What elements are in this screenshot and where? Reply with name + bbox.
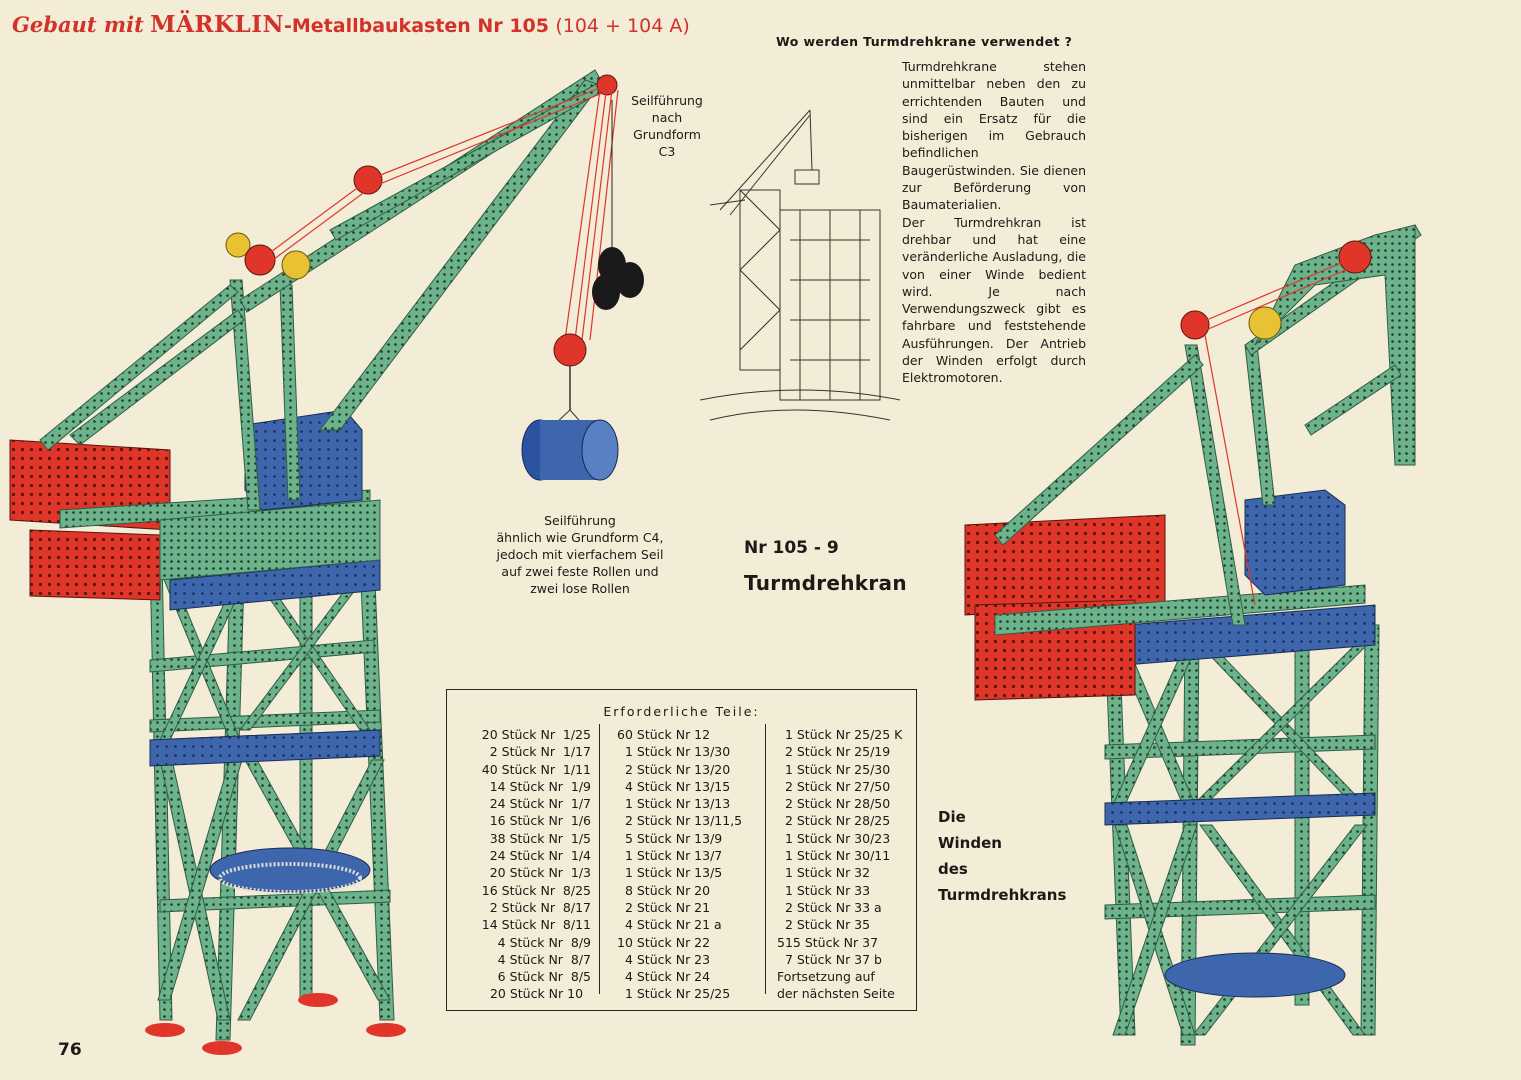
parts-entry: 4 Stück Nr 8/9 (497, 934, 591, 950)
note-line: jedoch mit vierfachem Seil (496, 547, 664, 562)
parts-entry: 2 Stück Nr 27/50 (777, 778, 891, 794)
header-kit-variants: (104 + 104 A) (555, 15, 690, 37)
note-line: auf zwei feste Rollen und (501, 564, 659, 579)
parts-entry: 1 Stück Nr 13/5 (617, 865, 723, 881)
parts-entry: 14 Stück Nr 1/9 (489, 778, 591, 794)
parts-entry: 20 Stück Nr 1/3 (489, 865, 591, 881)
parts-entry: 24 Stück Nr 1/4 (489, 848, 591, 864)
parts-entry: 2 Stück Nr 28/25 (777, 813, 891, 829)
parts-entry: Fortsetzung auf (777, 969, 875, 985)
note-line: ähnlich wie Grundform C4, (496, 530, 664, 545)
model-number: Nr 105 - 9 (744, 538, 839, 558)
header-brand: MÄRKLIN (150, 11, 284, 38)
parts-entry: 2 Stück Nr 21 (617, 899, 711, 915)
winden-line: Die (938, 808, 966, 826)
note-line: nach (651, 110, 683, 125)
note-seilfuehrung-c4 (480, 512, 680, 597)
winden-line: des (938, 860, 968, 878)
page-number: 76 (58, 1040, 82, 1060)
note-line: C3 (658, 144, 676, 159)
header-kit: -Metallbaukasten Nr 105 (284, 15, 549, 37)
parts-entry: 2 Stück Nr 13/20 (617, 761, 731, 777)
parts-column-1 (467, 726, 591, 1003)
faq-title: Wo werden Turmdrehkrane verwendet ? (776, 34, 1073, 49)
parts-entry: 8 Stück Nr 20 (617, 882, 711, 898)
page-header (12, 10, 690, 41)
faq-paragraph-2: Der Turmdrehkran ist drehbar und hat eine veränderliche Ausladung, die von einer Winde bedient wird. Je nach Verwendungszweck gibt es fahrbare und feststehende Ausführungen. Der Antrieb der Winden erfolgt durch Elektromotoren. (902, 214, 1086, 386)
parts-entry: 24 Stück Nr 1/7 (489, 796, 591, 812)
parts-entry: 4 Stück Nr 23 (617, 951, 711, 967)
parts-entry: 1 Stück Nr 25/25 (617, 986, 731, 1002)
parts-title: Erforderliche Teile: (603, 704, 760, 719)
parts-list-box (446, 689, 917, 1011)
parts-column-2 (617, 726, 777, 1003)
column-divider (599, 724, 600, 994)
parts-entry: 14 Stück Nr 8/11 (481, 917, 591, 933)
parts-entry: 1 Stück Nr 30/23 (777, 830, 891, 846)
parts-entry: 6 Stück Nr 8/5 (497, 969, 591, 985)
parts-entry: 2 Stück Nr 8/17 (489, 899, 591, 915)
parts-entry: 10 Stück Nr 22 (617, 934, 711, 950)
note-line: Seilführung (631, 93, 703, 108)
parts-entry: 2 Stück Nr 28/50 (777, 796, 891, 812)
note-line: Grundform (633, 127, 701, 142)
parts-entry: 16 Stück Nr 8/25 (481, 882, 591, 898)
model-name: Turmdrehkran (744, 571, 907, 595)
parts-entry: 2 Stück Nr 25/19 (777, 744, 891, 760)
winden-line: Winden (938, 834, 1002, 852)
winden-line: Turmdrehkrans (938, 886, 1067, 904)
parts-entry: 5 Stück Nr 13/9 (617, 830, 723, 846)
parts-entry: 40 Stück Nr 1/11 (481, 761, 591, 777)
parts-entry: 4 Stück Nr 8/7 (497, 951, 591, 967)
tower-crane-sketch (700, 100, 900, 440)
parts-entry: 4 Stück Nr 21 a (617, 917, 722, 933)
parts-entry: 1 Stück Nr 25/25 K (777, 727, 903, 742)
note-line: zwei lose Rollen (530, 581, 630, 596)
faq-body (902, 58, 1086, 387)
winden-caption (938, 804, 1066, 908)
parts-entry: 1 Stück Nr 30/11 (777, 848, 891, 864)
parts-entry: 16 Stück Nr 1/6 (489, 813, 591, 829)
parts-entry: 20 Stück Nr 1/25 (481, 727, 591, 742)
parts-entry: 20 Stück Nr 10 (489, 986, 591, 1002)
parts-entry: 1 Stück Nr 13/7 (617, 848, 723, 864)
parts-entry: 2 Stück Nr 13/11,5 (617, 813, 743, 829)
parts-entry: 515 Stück Nr 37 (777, 934, 879, 950)
faq-paragraph-1: Turmdrehkrane stehen unmittelbar neben den zu errichtenden Bauten und sind ein Ersatz für die bisherigen im Gebrauch befindlichen Baugerüstwinden. Sie dienen zur Beförderung von Baumaterialien. (902, 59, 1086, 213)
parts-entry: 1 Stück Nr 13/30 (617, 744, 731, 760)
parts-entry: 60 Stück Nr 12 (617, 727, 711, 742)
parts-entry: 1 Stück Nr 13/13 (617, 796, 731, 812)
parts-column-3 (777, 726, 917, 1003)
parts-entry: 2 Stück Nr 33 a (777, 899, 882, 915)
parts-entry: der nächsten Seite (777, 986, 895, 1002)
parts-entry: 1 Stück Nr 33 (777, 882, 871, 898)
parts-entry: 1 Stück Nr 25/30 (777, 761, 891, 777)
header-script: Gebaut mit (12, 12, 144, 37)
parts-entry: 1 Stück Nr 32 (777, 865, 871, 881)
parts-entry: 4 Stück Nr 24 (617, 969, 711, 985)
note-line: Seilführung (544, 513, 616, 528)
parts-entry: 2 Stück Nr 1/17 (489, 744, 591, 760)
parts-entry: 7 Stück Nr 37 b (777, 951, 882, 967)
parts-entry: 2 Stück Nr 35 (777, 917, 871, 933)
parts-entry: 4 Stück Nr 13/15 (617, 778, 731, 794)
parts-entry: 38 Stück Nr 1/5 (489, 830, 591, 846)
note-seilfuehrung-c3 (622, 92, 712, 160)
